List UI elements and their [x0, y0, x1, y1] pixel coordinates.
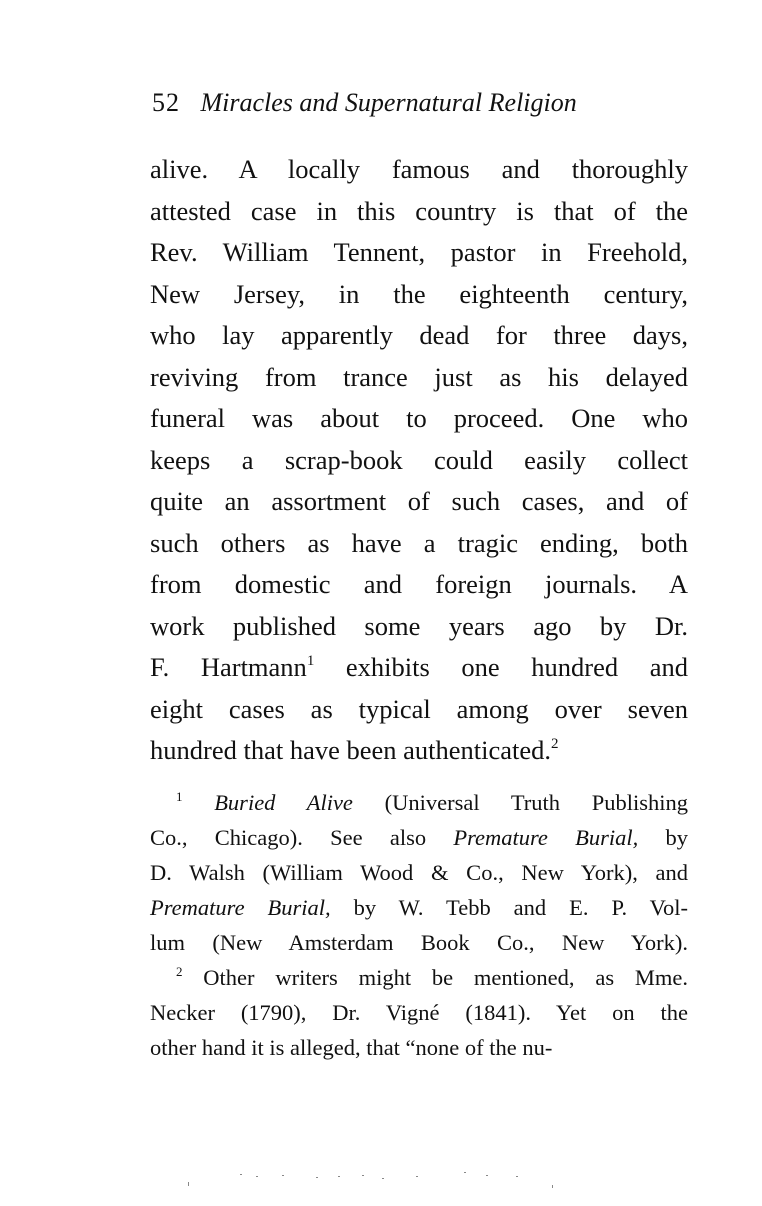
- body-line: quite an assortment of such cases, and of: [150, 486, 688, 516]
- body-line: alive. A locally famous and thoroughly: [150, 154, 688, 184]
- footnote-text: Co., Chicago). See also: [150, 825, 454, 850]
- body-line: from domestic and foreign journals. A: [150, 569, 688, 599]
- footnote-title: Buried Alive: [214, 790, 353, 815]
- body-line: such others as have a tragic ending, both: [150, 528, 688, 558]
- footnote-line: [150, 1030, 688, 1065]
- body-line: New Jersey, in the eighteenth century,: [150, 279, 688, 309]
- footnote-title: Premature Burial,: [150, 895, 331, 920]
- body-line: work published some years ago by Dr.: [150, 611, 688, 641]
- footnote-text: (Universal Truth Publishing: [352, 790, 688, 815]
- footnote-text: lum (New Amsterdam Book Co., New York).: [150, 930, 688, 955]
- footnote-line: [176, 960, 688, 995]
- page-number: 52: [152, 88, 180, 117]
- line-text: exhibits one hundred and: [314, 652, 688, 682]
- footnote-line: [150, 820, 688, 855]
- footnote-ref[interactable]: 2: [551, 736, 559, 752]
- body-line: reviving from trance just as his delayed: [150, 362, 688, 392]
- footnote-line: [176, 785, 688, 820]
- body-line: keeps a scrap-book could easily collect: [150, 445, 688, 475]
- footnote-line: [150, 890, 688, 925]
- line-text: F. Hartmann: [150, 652, 307, 682]
- body-line: eight cases as typical among over seven: [150, 694, 688, 724]
- footnote-text: D. Walsh (William Wood & Co., New York), and: [150, 860, 688, 885]
- line-text: hundred that have been authenticated.: [150, 735, 552, 765]
- footnote-line: [150, 995, 688, 1030]
- scan-specks: [186, 1170, 566, 1190]
- footnote-title: Premature Burial,: [453, 825, 639, 850]
- footnote-text: by W. Tebb and E. P. Vol-: [330, 895, 688, 920]
- body-line: Rev. William Tennent, pastor in Freehold,: [150, 237, 688, 267]
- body-line: attested case in this country is that of the: [150, 196, 688, 226]
- footnote-ref[interactable]: 1: [306, 653, 315, 669]
- body-line: funeral was about to proceed. One who: [150, 403, 688, 433]
- footnote-text: other hand it is alleged, that “none of the nu-: [150, 1035, 553, 1060]
- running-title: Miracles and Supernatural Religion: [200, 88, 577, 117]
- footnote-text: Necker (1790), Dr. Vigné (1841). Yet on the: [150, 1000, 688, 1025]
- footnote-text: by: [638, 825, 689, 850]
- body-line: who lay apparently dead for three days,: [150, 320, 688, 350]
- footnote-marker: 1: [176, 789, 183, 804]
- running-header: [152, 88, 712, 128]
- body-line: [150, 729, 688, 771]
- footnote-line: [150, 925, 688, 960]
- footnote-text: Other writers might be mentioned, as Mme.: [203, 965, 688, 990]
- body-line: [150, 646, 688, 688]
- footnote-line: [150, 855, 688, 890]
- footnote-marker: 2: [176, 964, 183, 979]
